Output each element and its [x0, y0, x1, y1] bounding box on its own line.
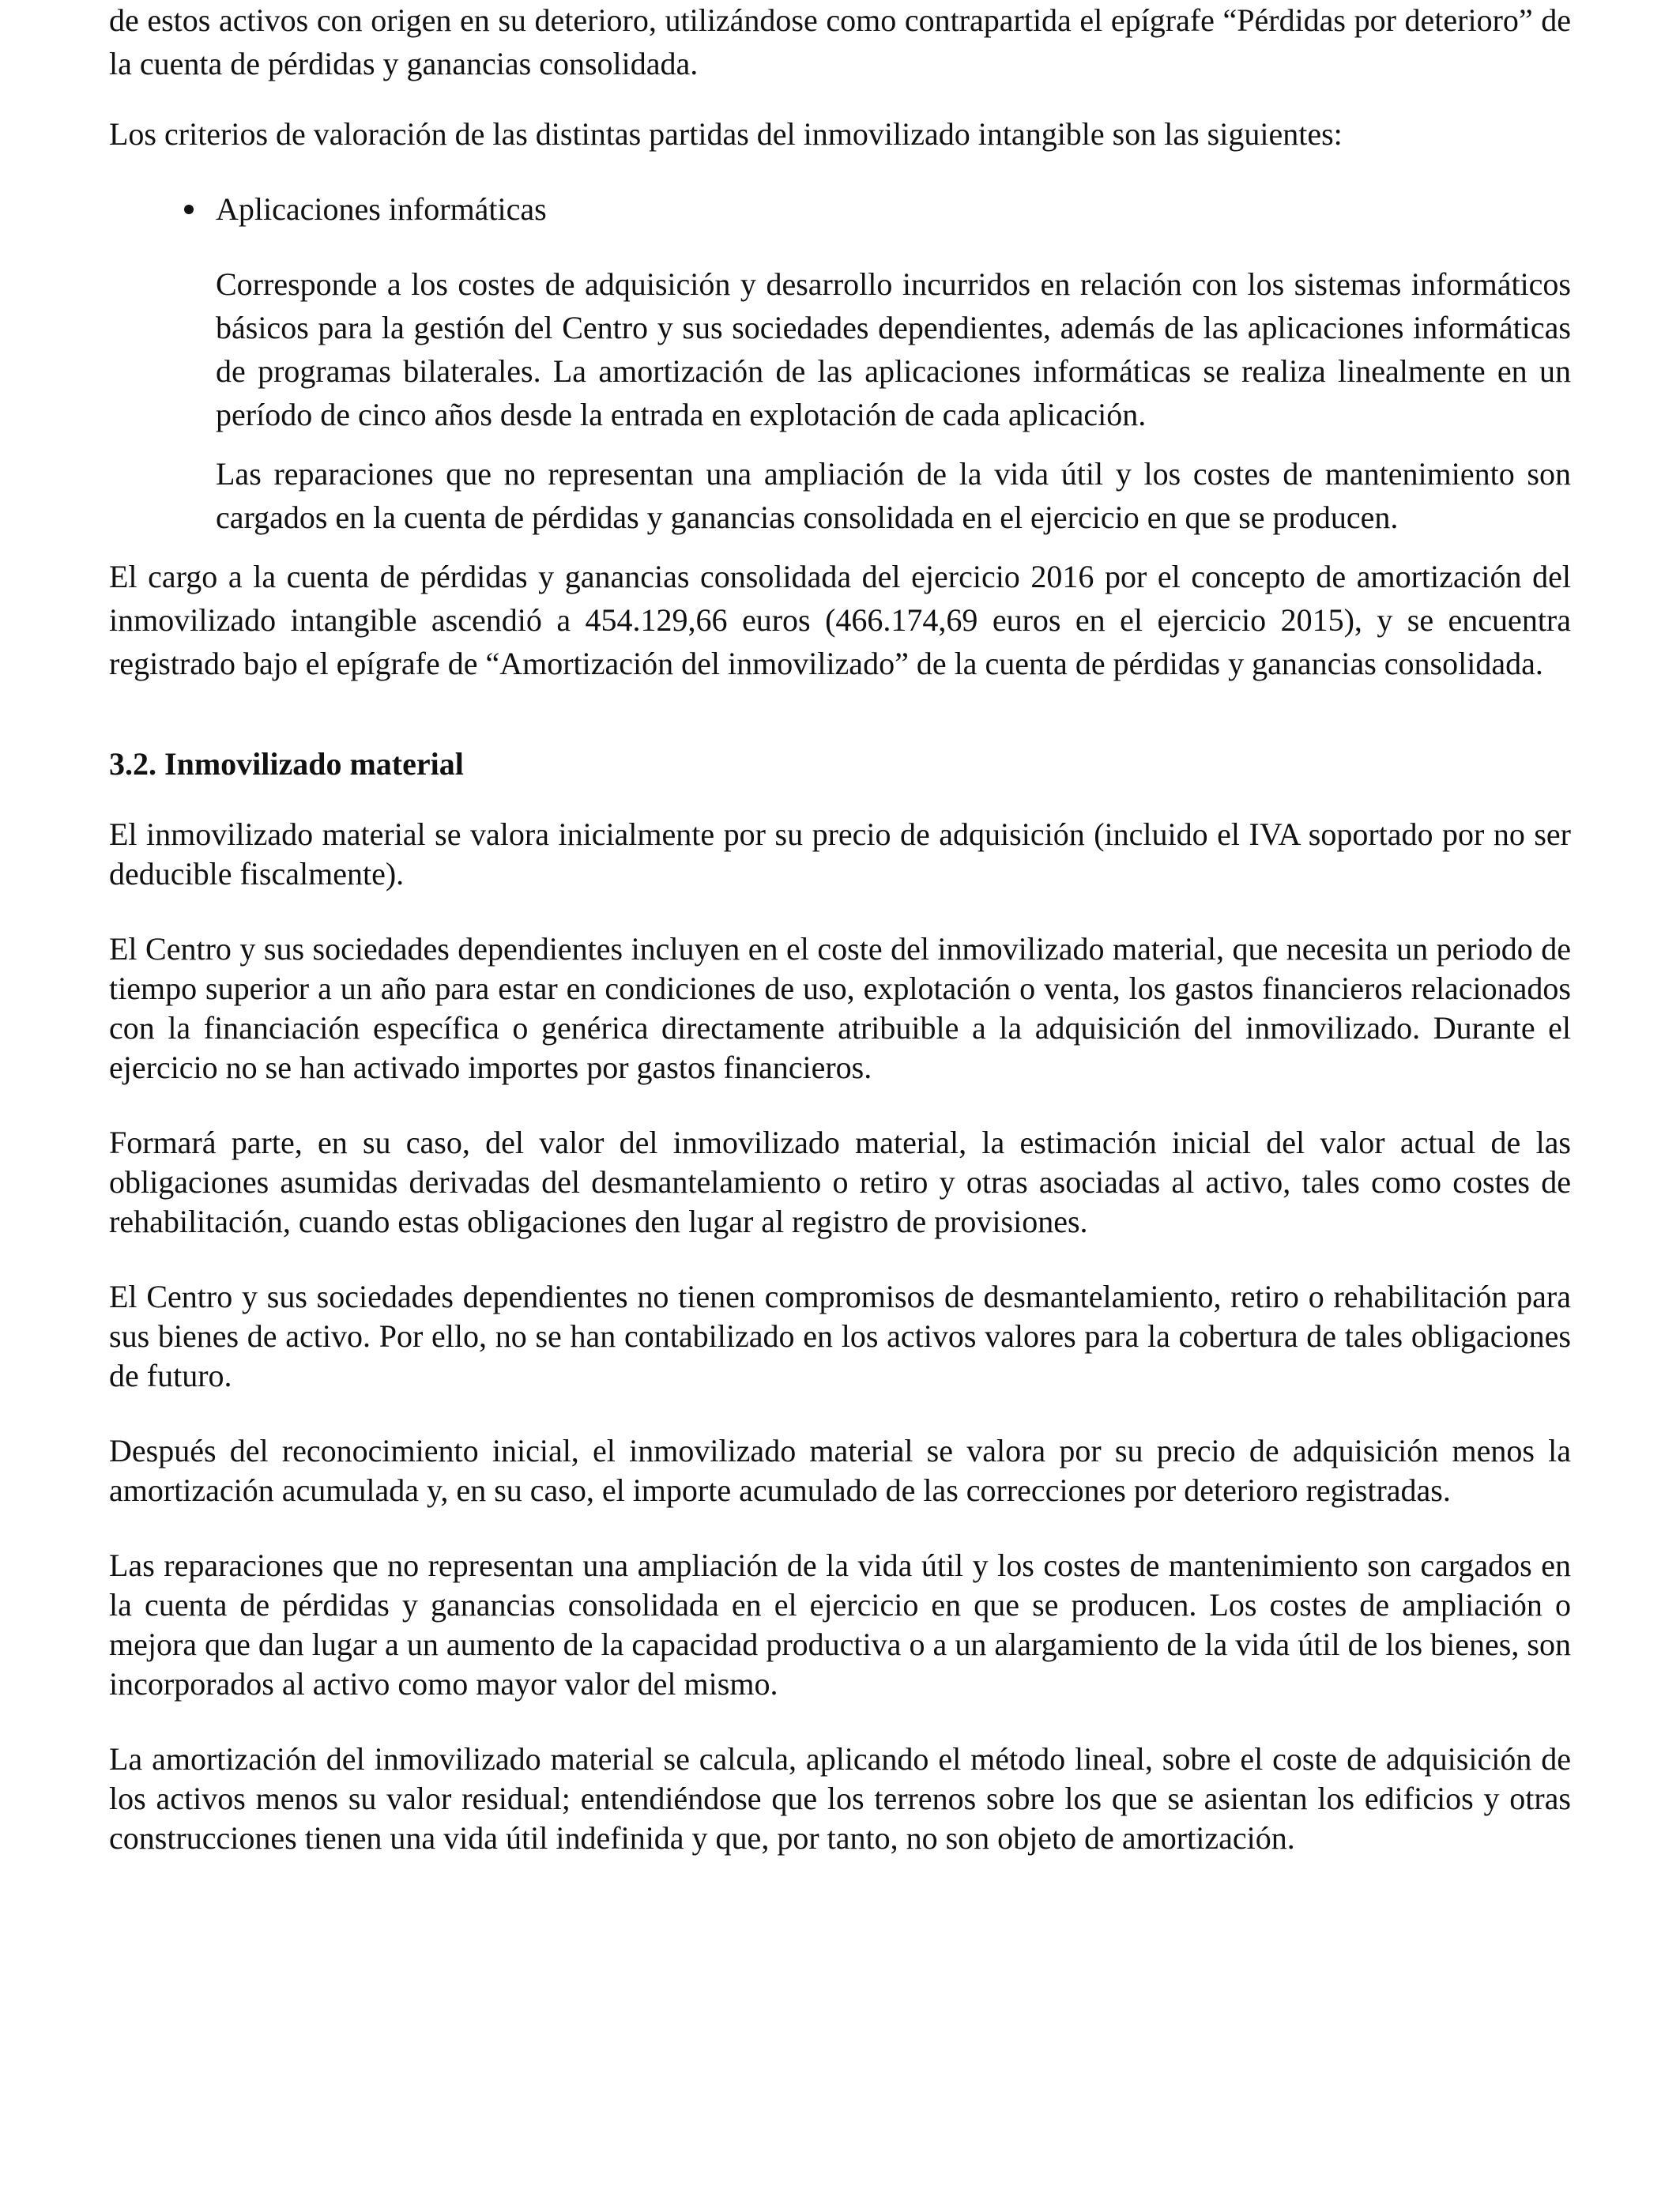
paragraph-software-description: Corresponde a los costes de adquisición y desarrollo incurridos en relación con los sistemas informáticos básicos para la gestión del Centro y sus sociedades dependientes, además de las aplicaciones informáticas de programas bilaterales. La amortización de las aplicaciones informáticas se realiza linealmente en un período de cinco años desde la entrada en explotación de cada aplicación. [216, 266, 1571, 432]
paragraph-material-1: El inmovilizado material se valora inicialmente por su precio de adquisición (incluido el IVA soportado por no ser deducible fiscalmente). [109, 816, 1571, 892]
paragraph-material-3: Formará parte, en su caso, del valor del inmovilizado material, la estimación inicial del valor actual de las obligaciones asumidas derivadas del desmantelamiento o retiro y otras asociadas al activo, tales como costes de rehabilitación, cuando estas obligaciones den lugar al registro de provisiones. [109, 1125, 1571, 1239]
page-body [109, 0, 1571, 1858]
paragraph-software-repairs: Las reparaciones que no representan una ampliación de la vida útil y los costes de mantenimiento son cargados en la cuenta de pérdidas y ganancias consolidada en el ejercicio en que se producen. [216, 456, 1571, 535]
paragraph-amortization-charge: El cargo a la cuenta de pérdidas y ganancias consolidada del ejercicio 2016 por el concepto de amortización del inmovilizado intangible ascendió a 454.129,66 euros (466.174,69 euros en el ejercicio 2015), y se encuentra registrado bajo el epígrafe de “Amortización del inmovilizado” de la cuenta de pérdidas y ganancias consolidada. [109, 559, 1571, 681]
section-heading: 3.2. Inmovilizado material [109, 746, 464, 782]
paragraph-material-7: La amortización del inmovilizado material se calcula, aplicando el método lineal, sobre el coste de adquisición de los activos menos su valor residual; entendiéndose que los terrenos sobre los que se asientan los edificios y otras construcciones tienen una vida útil indefinida y que, por tanto, no son objeto de amortización. [109, 1741, 1571, 1856]
paragraph-material-5: Después del reconocimiento inicial, el inmovilizado material se valora por su precio de adquisición menos la amortización acumulada y, en su caso, el importe acumulado de las correcciones por deterioro registradas. [109, 1433, 1571, 1508]
paragraph-material-6: Las reparaciones que no representan una ampliación de la vida útil y los costes de mantenimiento son cargados en la cuenta de pérdidas y ganancias consolidada en el ejercicio en que se producen. Los costes de ampliación o mejora que dan lugar a un aumento de la capacidad productiva o a un alargamiento de la vida útil de los bienes, son incorporados al activo como mayor valor del mismo. [109, 1547, 1571, 1702]
bullet-title-software: Aplicaciones informáticas [216, 191, 547, 227]
paragraph-intro-continued: de estos activos con origen en su deterioro, utilizándose como contrapartida el epígrafe “Pérdidas por deterioro” de la cuenta de pérdidas y ganancias consolidada. [109, 2, 1571, 81]
paragraph-material-2: El Centro y sus sociedades dependientes incluyen en el coste del inmovilizado material, que necesita un periodo de tiempo superior a un año para estar en condiciones de uso, explotación o venta, los gastos financieros relacionados con la financiación específica o genérica directamente atribuible a la adquisición del inmovilizado. Durante el ejercicio no se han activado importes por gastos financieros. [109, 931, 1571, 1085]
paragraph-material-4: El Centro y sus sociedades dependientes no tienen compromisos de desmantelamiento, retiro o rehabilitación para sus bienes de activo. Por ello, no se han contabilizado en los activos valores para la cobertura de tales obligaciones de futuro. [109, 1279, 1571, 1393]
bullet-item-software [109, 187, 1571, 231]
paragraph-valuation-criteria: Los criterios de valoración de las distintas partidas del inmovilizado intangible son las siguientes: [109, 116, 1343, 152]
bullet-icon [184, 205, 194, 214]
